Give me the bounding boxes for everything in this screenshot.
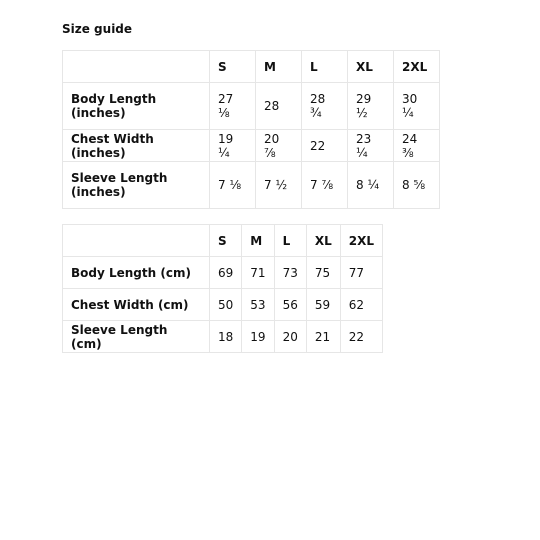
table-cell: 19 xyxy=(242,321,274,353)
table-cell: 77 xyxy=(340,257,382,289)
table-cell: 53 xyxy=(242,289,274,321)
table-cell: 18 xyxy=(210,321,242,353)
row-label-sleeve-length: Sleeve Length (inches) xyxy=(63,162,210,209)
header-size-xl: XL xyxy=(306,225,340,257)
table-row xyxy=(63,321,383,353)
table-cell: 71 xyxy=(242,257,274,289)
header-size-xl: XL xyxy=(348,51,394,83)
table-cell: 56 xyxy=(274,289,306,321)
header-size-m: M xyxy=(256,51,302,83)
row-label-body-length: Body Length (cm) xyxy=(63,257,210,289)
table-cell: 62 xyxy=(340,289,382,321)
table-cell: 27 ⅛ xyxy=(210,83,256,130)
row-label-chest-width: Chest Width (inches) xyxy=(63,130,210,162)
table-cell: 50 xyxy=(210,289,242,321)
header-size-s: S xyxy=(210,51,256,83)
table-cell: 24 ⅜ xyxy=(394,130,440,162)
table-cell: 69 xyxy=(210,257,242,289)
table-header-row xyxy=(63,225,383,257)
header-size-m: M xyxy=(242,225,274,257)
header-corner-cell xyxy=(63,51,210,83)
table-cell: 75 xyxy=(306,257,340,289)
table-cell: 20 xyxy=(274,321,306,353)
table-cell: 23 ¼ xyxy=(348,130,394,162)
table-cell: 30 ¼ xyxy=(394,83,440,130)
table-cell: 20 ⅞ xyxy=(256,130,302,162)
table-row xyxy=(63,162,440,209)
row-label-chest-width: Chest Width (cm) xyxy=(63,289,210,321)
header-size-l: L xyxy=(302,51,348,83)
size-table-cm xyxy=(62,224,383,353)
header-size-l: L xyxy=(274,225,306,257)
table-row xyxy=(63,289,383,321)
table-cell: 8 ⅝ xyxy=(394,162,440,209)
header-size-2xl: 2XL xyxy=(340,225,382,257)
row-label-sleeve-length: Sleeve Length (cm) xyxy=(63,321,210,353)
table-cell: 8 ¼ xyxy=(348,162,394,209)
table-cell: 7 ⅞ xyxy=(302,162,348,209)
table-cell: 29 ½ xyxy=(348,83,394,130)
table-cell: 28 xyxy=(256,83,302,130)
table-cell: 19 ¼ xyxy=(210,130,256,162)
size-table-inches xyxy=(62,50,440,209)
table-cell: 22 xyxy=(340,321,382,353)
table-cell: 7 ⅛ xyxy=(210,162,256,209)
table-row xyxy=(63,257,383,289)
header-size-s: S xyxy=(210,225,242,257)
table-cell: 73 xyxy=(274,257,306,289)
table-cell: 21 xyxy=(306,321,340,353)
table-header-row xyxy=(63,51,440,83)
row-label-body-length: Body Length (inches) xyxy=(63,83,210,130)
header-corner-cell xyxy=(63,225,210,257)
table-cell: 59 xyxy=(306,289,340,321)
table-row xyxy=(63,83,440,130)
table-row xyxy=(63,130,440,162)
table-cell: 7 ½ xyxy=(256,162,302,209)
table-cell: 28 ¾ xyxy=(302,83,348,130)
header-size-2xl: 2XL xyxy=(394,51,440,83)
table-cell: 22 xyxy=(302,130,348,162)
page-title: Size guide xyxy=(62,22,133,36)
